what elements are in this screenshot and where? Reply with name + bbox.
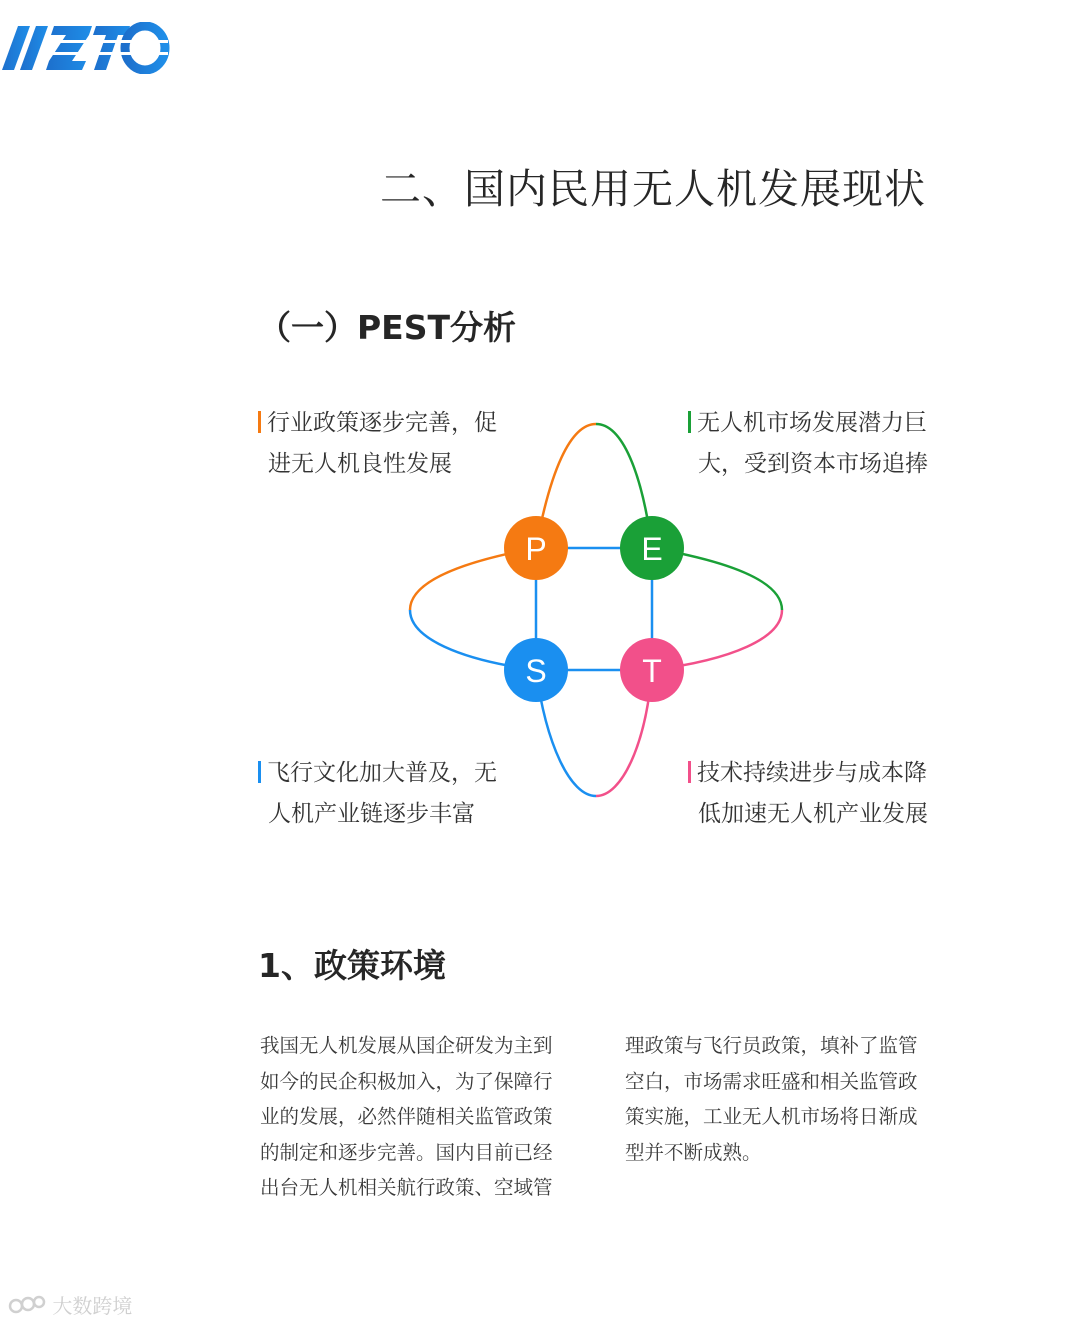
callout-s-line1: 飞行文化加大普及，无 [267, 760, 497, 786]
watermark-logo-icon [8, 1293, 46, 1319]
pest-letter-s: S [525, 653, 547, 689]
pest-letter-t: T [642, 653, 662, 689]
callout-e-line2: 大，受到资本市场追捧 [698, 451, 928, 477]
body-line: 业的发展，必然伴随相关监管政策 [260, 1105, 553, 1128]
page-title: 二、国内民用无人机发展现状 [380, 165, 926, 213]
body-line: 出台无人机相关航行政策、空域管 [260, 1176, 553, 1199]
callout-e-line1: 无人机市场发展潜力巨 [697, 410, 927, 436]
callout-technological [688, 753, 948, 835]
watermark-text: 大数跨境 [52, 1294, 133, 1318]
callout-t-line1: 技术持续进步与成本降 [697, 760, 927, 786]
pest-letter-p: P [525, 531, 547, 567]
body-text-left [260, 1028, 585, 1206]
body-line: 我国无人机发展从国企研发为主到 [260, 1034, 553, 1057]
callout-s-line2: 人机产业链逐步丰富 [268, 801, 475, 827]
body-line: 理政策与飞行员政策，填补了监管 [625, 1034, 918, 1057]
body-line: 型并不断成熟。 [625, 1140, 762, 1164]
body-line: 策实施，工业无人机市场将日渐成 [625, 1105, 918, 1128]
callout-bar-p [258, 411, 261, 433]
callout-social [258, 753, 518, 835]
callout-bar-s [258, 761, 261, 783]
callout-bar-t [688, 761, 691, 783]
pest-letter-e: E [641, 531, 663, 567]
body-line: 空白，市场需求旺盛和相关监管政 [625, 1069, 918, 1093]
callout-p-line1: 行业政策逐步完善，促 [267, 410, 497, 436]
body-line: 如今的民企积极加入，为了保障行 [260, 1069, 553, 1093]
body-line: 的制定和逐步完善。国内目前已经 [260, 1140, 553, 1164]
body-text-right [625, 1028, 950, 1170]
callout-bar-e [688, 411, 691, 433]
callout-p-line2: 进无人机良性发展 [268, 451, 452, 477]
zto-logo [0, 22, 170, 74]
callout-t-line2: 低加速无人机产业发展 [698, 801, 928, 827]
callout-political [258, 403, 518, 485]
watermark [8, 1290, 132, 1319]
sub-title-policy: 1、政策环境 [258, 946, 446, 985]
section-title: （一）PEST分析 [258, 308, 517, 347]
callout-economic [688, 403, 948, 485]
